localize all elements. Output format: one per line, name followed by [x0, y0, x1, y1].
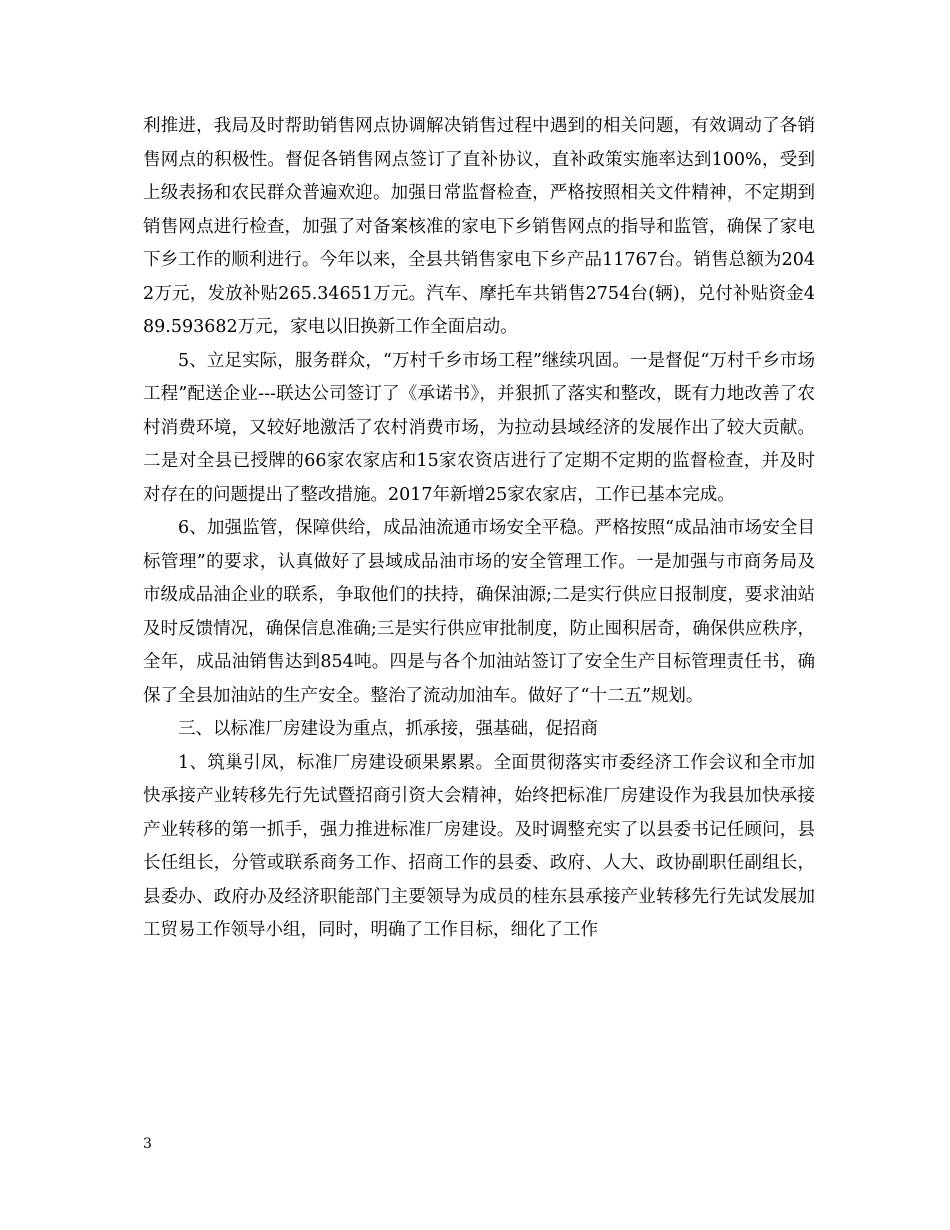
paragraph-item-6: 6、加强监管，保障供给，成品油流通市场安全平稳。严格按照“成品油市场安全目标管理”的要求，认真做好了县域成品油市场的安全管理工作。一是加强与市商务局及市级成品油企业的联系，争取他们的扶持，确保油源;二是实行供应日报制度，要求油站及时反馈情况，确保信息准确;三是实行供应审批制度，防止囤积居奇，确保供应秩序，全年，成品油销售达到854吨。四是与各个加油站签订了安全生产目标管理责任书，确保了全县加油站的生产安全。整治了流动加油车。做好了“十二五”规划。	[143, 518, 815, 706]
page-number: 3	[143, 1136, 152, 1152]
paragraph-section-3-item-1: 1、筑巢引凤，标准厂房建设硕果累累。全面贯彻落实市委经济工作会议和全市加快承接产业转移先行先试暨招商引资大会精神，始终把标准厂房建设作为我县加快承接产业转移的第一抓手，强力推进标准厂房建设。及时调整充实了以县委书记任顾问，县长任组长，分管或联系商务工作、招商工作的县委、政府、人大、政协副职任副组长，县委办、政府办及经济职能部门主要领导为成员的桂东县承接产业转移先行先试发展加工贸易工作领导小组，同时，明确了工作目标，细化了工作	[143, 752, 815, 940]
paragraph-item-5: 5、立足实际，服务群众，“万村千乡市场工程”继续巩固。一是督促“万村千乡市场工程”配送企业---联达公司签订了《承诺书》，并狠抓了落实和整改，既有力地改善了农村消费环境，又较好地激活了农村消费市场，为拉动县域经济的发展作出了较大贡献。二是对全县已授牌的66家农家店和15家农资店进行了定期不定期的监督检查，并及时对存在的问题提出了整改措施。2017年新增25家农家店，工作已基本完成。	[143, 350, 815, 505]
paragraph-continuation: 利推进，我局及时帮助销售网点协调解决销售过程中遇到的相关问题，有效调动了各销售网点的积极性。督促各销售网点签订了直补协议，直补政策实施率达到100%，受到上级表扬和农民群众普遍欢迎。加强日常监督检查，严格按照相关文件精神，不定期到销售网点进行检查，加强了对备案核准的家电下乡销售网点的指导和监管，确保了家电下乡工作的顺利进行。今年以来，全县共销售家电下乡产品11767台。销售总额为2042万元，发放补贴265.34651万元。汽车、摩托车共销售2754台(辆)，兑付补贴资金489.593682万元，家电以旧换新工作全面启动。	[143, 116, 815, 337]
document-body	[143, 110, 815, 948]
section-heading-3: 三、以标准厂房建设为重点，抓承接，强基础，促招商	[178, 719, 598, 739]
